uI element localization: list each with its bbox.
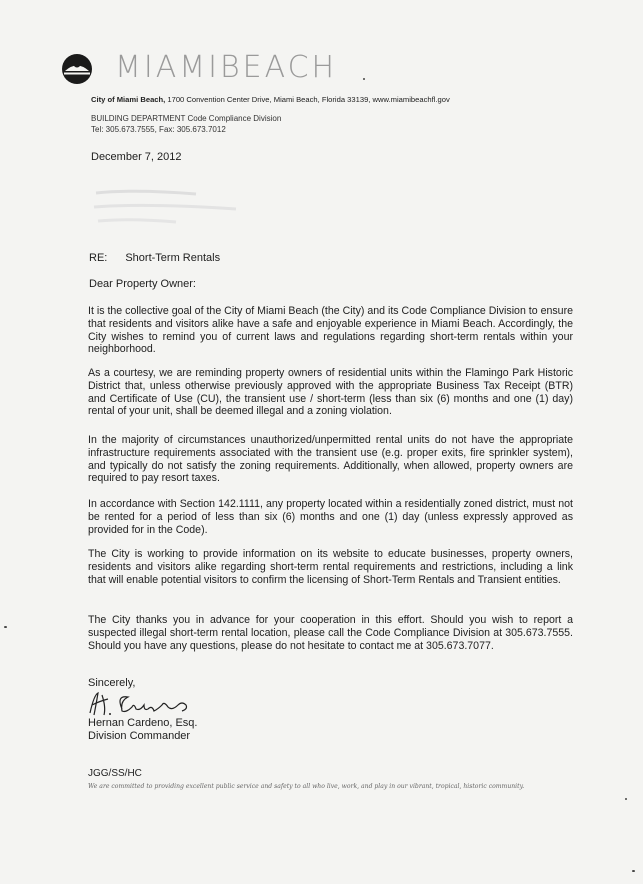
scan-speck: [625, 798, 627, 800]
scan-speck: [632, 870, 635, 872]
scan-speck: [363, 78, 365, 80]
re-line: [89, 252, 220, 264]
address-text: 1700 Convention Center Drive, Miami Beach, Florida 33139, www.miamibeachfl.gov: [165, 95, 450, 104]
closing: Sincerely,: [88, 677, 136, 689]
paragraph: In the majority of circumstances unauthorized/unpermitted rental units do not have the appropriate infrastructure requirements associated with the transient use (e.g. proper exits, fire sprinkler system), and typically do not satisfy the zoning requirements. Additionally, when allowed, property owners are required to pay resort taxes.: [88, 434, 573, 485]
miami-beach-logo-icon: [60, 52, 94, 86]
paragraph: As a courtesy, we are reminding property owners of residential units within the Flamingo Park Historic District that, unless otherwise previously approved with the appropriate Business Tax Receipt (BTR) and Certificate of Use (CU), the transient use / short-term (less than six (6) months and one (1) day) rental of your unit, shall be deemed illegal and a zoning violation.: [88, 367, 573, 418]
signer-title: Division Commander: [88, 730, 191, 742]
department-block: [91, 113, 281, 135]
paragraph: The City thanks you in advance for your cooperation in this effort. Should you wish to report a suspected illegal short-term rental location, please call the Code Compliance Division at 305.673.7555. Should you have any questions, please do not hesitate to contact me at 305.673.7077.: [88, 614, 573, 652]
paragraph: The City is working to provide information on its website to educate businesses, property owners, residents and visitors alike regarding short-term rental requirements and restrictions, including a link that will enable potential visitors to confirm the licensing of Short-Term Rentals and Transient entities.: [88, 548, 573, 586]
city-name: City of Miami Beach,: [91, 95, 166, 104]
department-name: BUILDING DEPARTMENT Code Compliance Division: [91, 114, 282, 123]
scan-speck: [4, 626, 7, 628]
city-wordmark: MIAMIBEACH: [115, 50, 338, 85]
handwritten-signature: [86, 687, 196, 721]
phone-fax: Tel: 305.673.7555, Fax: 305.673.7012: [91, 125, 226, 134]
reference-initials: JGG/SS/HC: [88, 768, 142, 779]
letter-date: December 7, 2012: [91, 151, 182, 163]
signer-name: Hernan Cardeno, Esq.: [88, 717, 198, 729]
salutation: Dear Property Owner:: [89, 278, 196, 290]
redacted-address-smudge: [86, 183, 266, 231]
paragraph: In accordance with Section 142.1111, any property located within a residentially zoned district, must not be rented for a period of less than six (6) months and one (1) day (unless expressly approved as provided for in the Code).: [88, 498, 573, 536]
footer-mission: We are committed to providing excellent public service and safety to all who live, work, and play in our vibrant, tropical, historic community.: [88, 783, 525, 790]
signer-block: [88, 717, 197, 743]
subject: Short-Term Rentals: [125, 252, 221, 264]
letterhead-address: [91, 95, 450, 104]
paragraph: It is the collective goal of the City of Miami Beach (the City) and its Code Compliance Division to ensure that residents and visitors alike have a safe and enjoyable experience in Miami Beach. Accordingly, the City wishes to remind you of current laws and regulations regarding short-term rentals within your neighborhood.: [88, 305, 573, 356]
re-label: RE:: [89, 252, 108, 264]
